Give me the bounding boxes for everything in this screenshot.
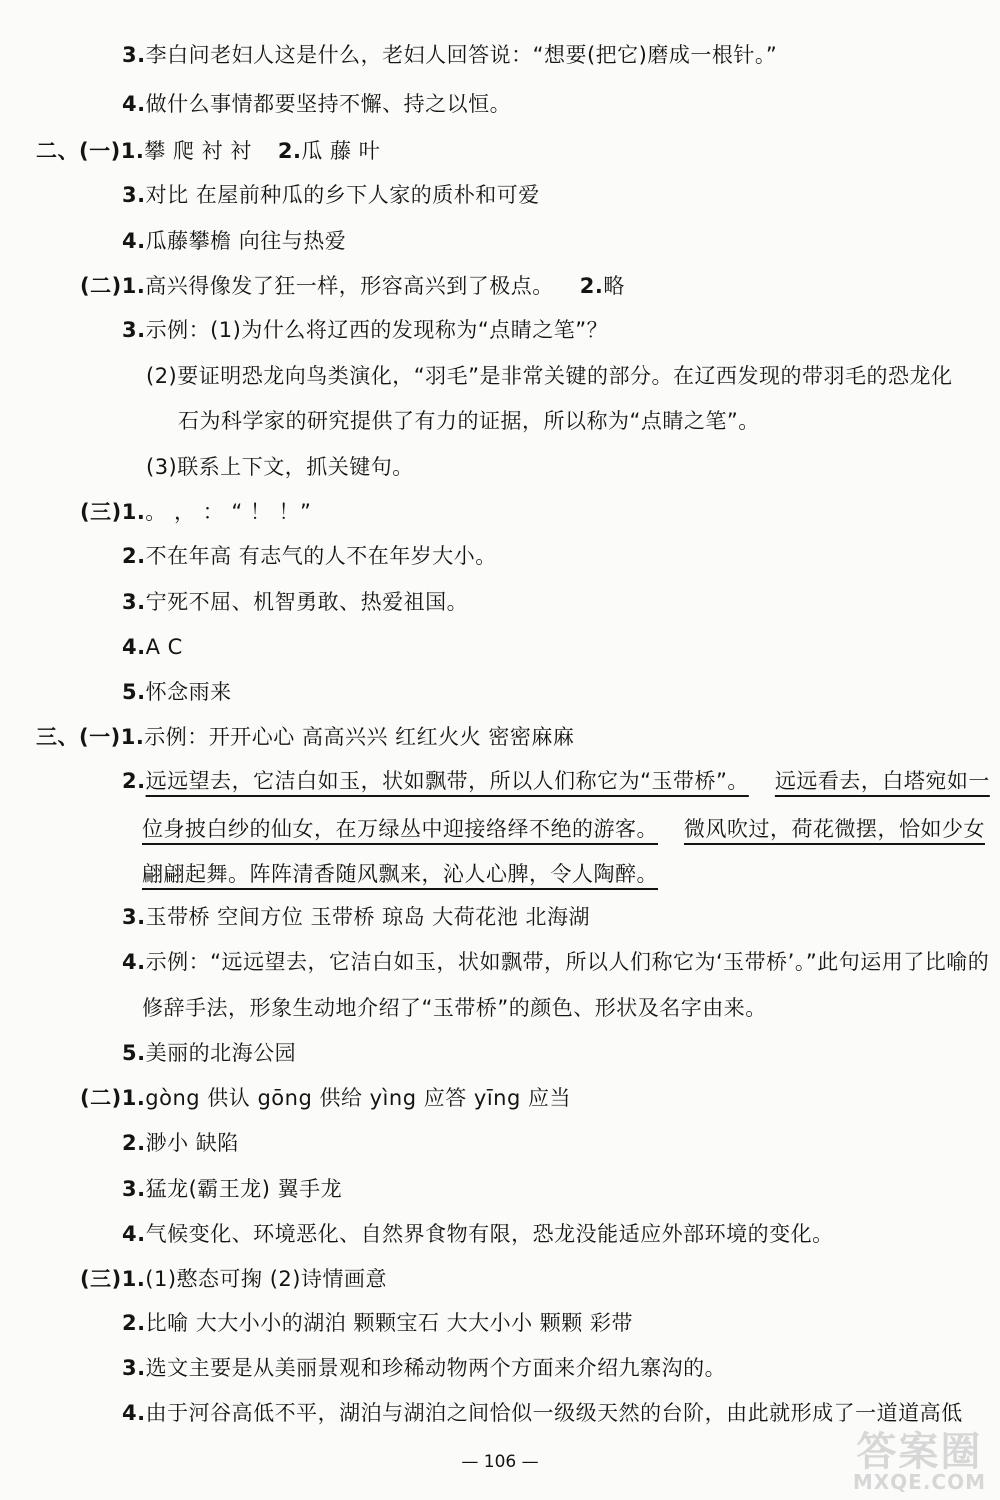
answer-line: 4.由于河谷高低不平，湖泊与湖泊之间恰似一级级天然的台阶，由此就形成了一道道高低 — [122, 1401, 963, 1425]
sub-section-line: (二)1.高兴得像发了狂一样，形容高兴到了极点。 2.略 — [80, 274, 625, 298]
sub-section-line: (二)1.gòng 供认 gōng 供给 yìng 应答 yīng 应当 — [80, 1086, 571, 1110]
answer-line: 修辞手法，形象生动地介绍了“玉带桥”的颜色、形状及名字由来。 — [142, 996, 767, 1020]
underlined-sentence: 远远望去，它洁白如玉，状如飘带，所以人们称它为“玉带桥”。 — [145, 769, 749, 793]
answer-line: 2.渺小 缺陷 — [122, 1131, 239, 1155]
answer-line: 4.做什么事情都要坚持不懈、持之以恒。 — [122, 92, 512, 116]
answer-line: 3.示例：(1)为什么将辽西的发现称为“点睛之笔”？ — [122, 318, 609, 342]
answer-line: 2.比喻 大大小小的湖泊 颗颗宝石 大大小小 颗颗 彩带 — [122, 1311, 633, 1335]
answer-line — [142, 859, 658, 889]
answer-line: 3.玉带桥 空间方位 玉带桥 琼岛 大荷花池 北海湖 — [122, 905, 590, 929]
answer-line: 4.瓜藤攀檐 向往与热爱 — [122, 229, 347, 253]
answer-line: 5.美丽的北海公园 — [122, 1041, 297, 1065]
sub-section-line: (三)1.。 ， ： “ ！ ！” — [80, 500, 312, 524]
page-number: — 106 — — [461, 1452, 539, 1472]
answer-line: (2)要证明恐龙向鸟类演化，“羽毛”是非常关键的部分。在辽西发现的带羽毛的恐龙化 — [146, 364, 953, 388]
answer-line: 2.不在年高 有志气的人不在年岁大小。 — [122, 544, 497, 568]
answer-line: 3.猛龙(霸王龙) 翼手龙 — [122, 1177, 343, 1201]
answer-line: (3)联系上下文，抓关键句。 — [146, 455, 414, 479]
answer-line: 2.远远望去，它洁白如玉，状如飘带，所以人们称它为“玉带桥”。 远远看去，白塔宛如一 — [122, 769, 990, 793]
answer-line: 石为科学家的研究提供了有力的证据，所以称为“点睛之笔”。 — [178, 409, 760, 433]
answer-line: 3.选文主要是从美丽景观和珍稀动物两个方面来介绍九寨沟的。 — [122, 1356, 727, 1380]
answer-line: 5.怀念雨来 — [122, 680, 232, 704]
watermark-logo — [852, 1429, 986, 1494]
answer-line: 3.李白问老妇人这是什么，老妇人回答说：“想要(把它)磨成一根针。” — [122, 43, 778, 67]
section-heading-line: 二、(一)1.攀 爬 衬 衬 2.瓜 藤 叶 — [36, 139, 381, 163]
answer-line: 4.气候变化、环境恶化、自然界食物有限，恐龙没能适应外部环境的变化。 — [122, 1222, 834, 1246]
sub-section-line: (三)1.(1)憨态可掬 (2)诗情画意 — [80, 1267, 387, 1291]
answer-line: 3.宁死不屈、机智勇敢、热爱祖国。 — [122, 590, 469, 614]
answer-line: 4.A C — [122, 635, 183, 659]
answer-line: 3.对比 在屋前种瓜的乡下人家的质朴和可爱 — [122, 183, 540, 207]
underlined-sentence: 位身披白纱的仙女，在万绿丛中迎接络绎不绝的游客。 — [142, 817, 658, 841]
underlined-sentence: 微风吹过，荷花微摆，恰如少女 — [684, 817, 985, 841]
section-heading-line: 三、(一)1.示例：开开心心 高高兴兴 红红火火 密密麻麻 — [36, 725, 575, 749]
underlined-sentence: 远远看去，白塔宛如一 — [774, 769, 990, 793]
answer-line — [142, 814, 985, 844]
watermark-text: 答案圈 — [856, 1429, 983, 1475]
watermark-url: MXQE.COM — [852, 1470, 986, 1494]
answer-line: 4.示例：“远远望去，它洁白如玉，状如飘带，所以人们称它为‘玉带桥’。”此句运用了比喻的 — [122, 950, 990, 974]
underlined-sentence: 翩翩起舞。阵阵清香随风飘来，沁人心脾，令人陶醉。 — [142, 862, 658, 886]
